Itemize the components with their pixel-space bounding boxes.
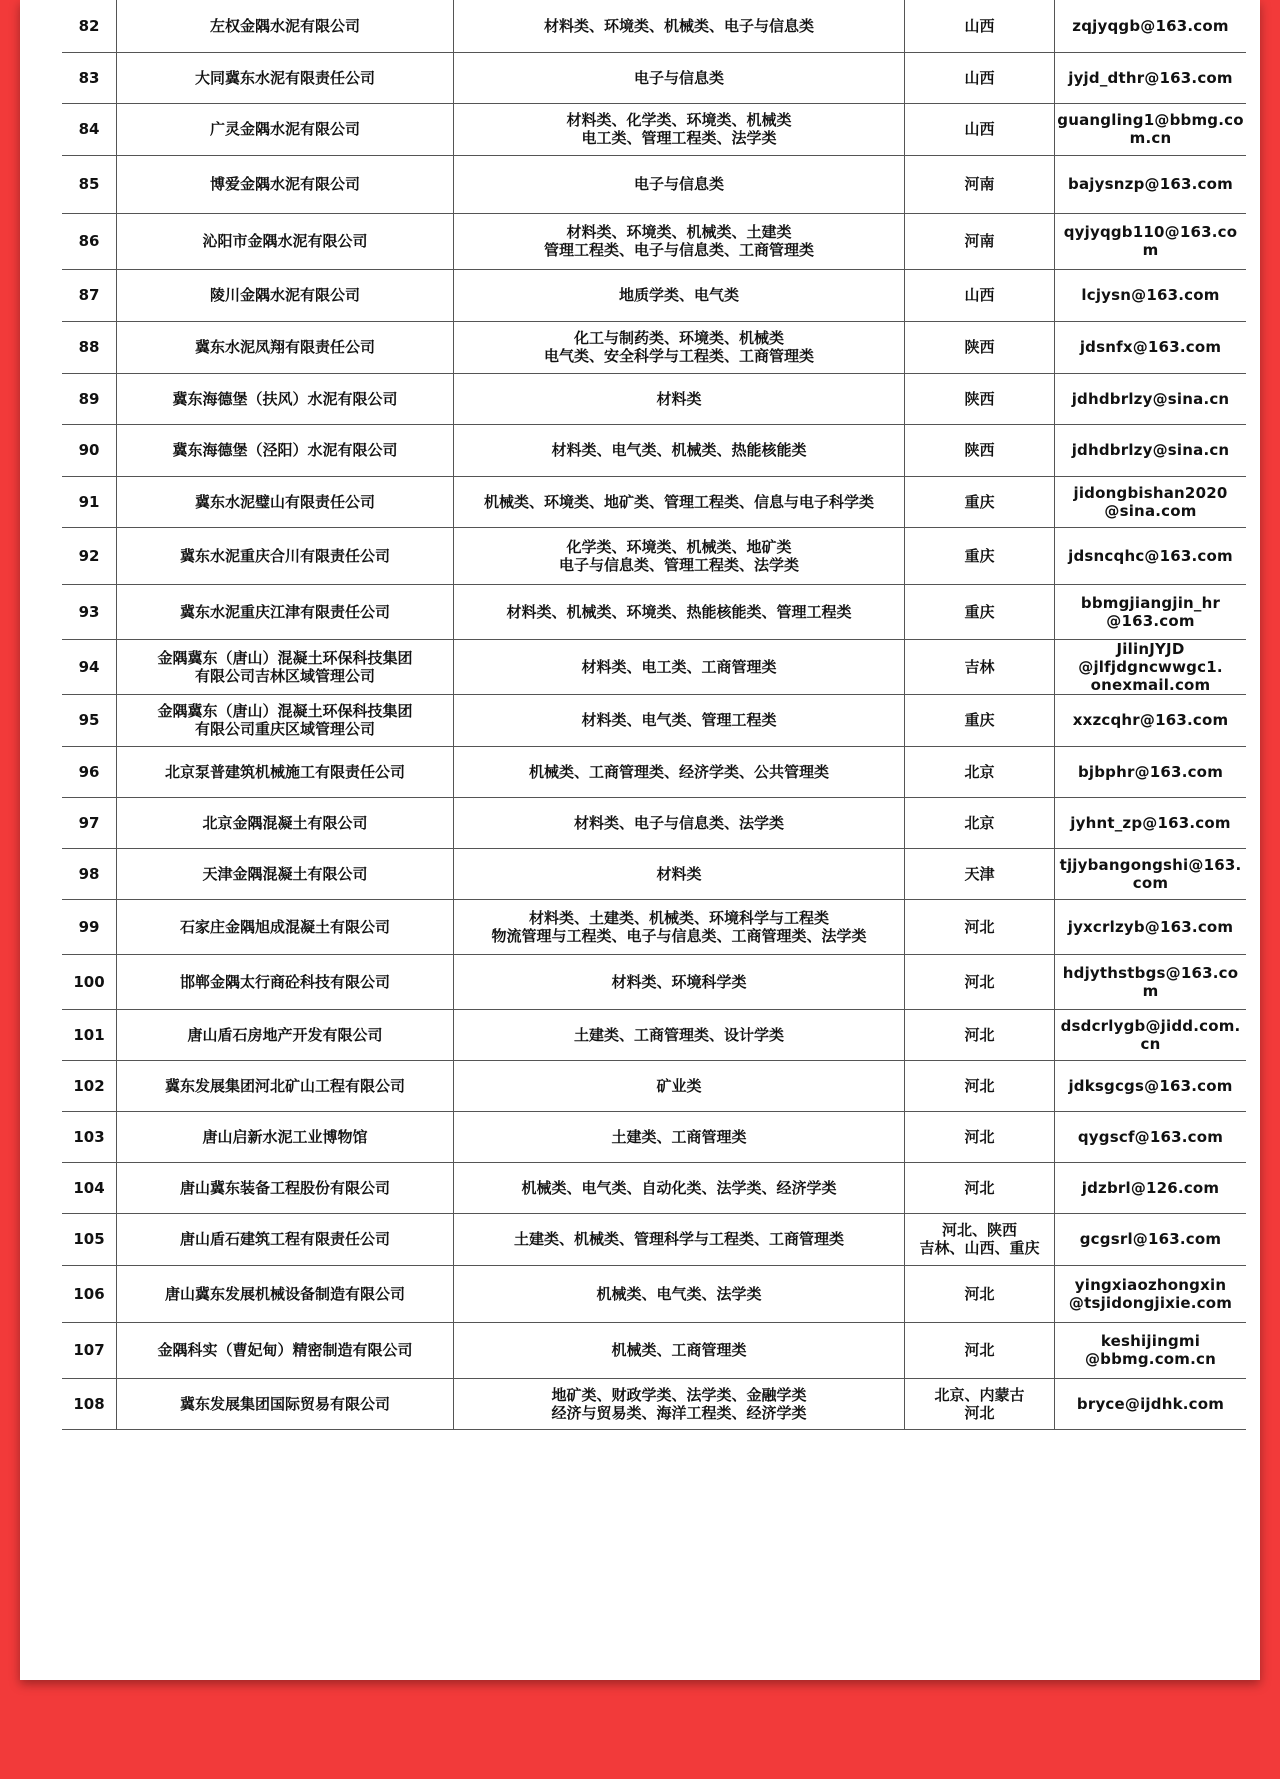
- table-row: [62, 476, 1246, 527]
- major-requirements: [454, 1060, 905, 1111]
- row-number: 93: [62, 584, 117, 639]
- major-requirements: [454, 476, 905, 527]
- major-requirements-line: 物流管理与工程类、电子与信息类、工商管理类、法学类: [491, 926, 867, 945]
- row-number: 83: [62, 52, 117, 103]
- work-location: [905, 424, 1055, 476]
- contact-email-line: jidongbishan2020: [1073, 483, 1228, 502]
- document-sheet: [20, 0, 1260, 1680]
- work-location: [905, 476, 1055, 527]
- contact-email-line: guangling1@bbmg.com.cn: [1057, 111, 1244, 147]
- company-name: [117, 1060, 454, 1111]
- row-number: 106: [62, 1265, 117, 1322]
- work-location-line: 河北: [964, 1403, 995, 1422]
- table-row: [62, 954, 1246, 1009]
- contact-email-line: jdksgcgs@163.com: [1068, 1076, 1233, 1095]
- company-name-line: 冀东水泥凤翔有限责任公司: [194, 338, 375, 356]
- contact-email: [1055, 1322, 1247, 1378]
- work-location-line: 山西: [964, 68, 995, 87]
- work-location: [905, 1213, 1055, 1265]
- major-requirements: [454, 52, 905, 103]
- contact-email: [1055, 527, 1247, 584]
- major-requirements: [454, 1265, 905, 1322]
- row-number: 107: [62, 1322, 117, 1378]
- work-location: [905, 155, 1055, 213]
- contact-email-line: jyjd_dthr@163.com: [1068, 68, 1233, 87]
- work-location-line: 北京、内蒙古: [934, 1385, 1025, 1404]
- table-row: [62, 52, 1246, 103]
- work-location-line: 河北: [964, 1284, 995, 1303]
- contact-email-line: jdhdbrlzy@sina.cn: [1071, 389, 1230, 408]
- work-location: [905, 584, 1055, 639]
- table-row: [62, 848, 1246, 899]
- table-row: [62, 0, 1246, 52]
- major-requirements: [454, 954, 905, 1009]
- contact-email: [1055, 1378, 1247, 1429]
- work-location-line: 山西: [964, 120, 995, 138]
- table-row: [62, 424, 1246, 476]
- major-requirements-line: 地矿类、财政学类、法学类、金融学类: [551, 1385, 807, 1404]
- contact-email: [1055, 954, 1247, 1009]
- major-requirements: [454, 0, 905, 52]
- company-name-line: 广灵金隅水泥有限公司: [209, 120, 360, 138]
- contact-email-line: yingxiaozhongxin: [1074, 1275, 1227, 1294]
- major-requirements: [454, 103, 905, 155]
- company-name-line: 有限公司吉林区域管理公司: [194, 666, 375, 685]
- table-row: [62, 1322, 1246, 1378]
- company-name-line: 唐山冀东装备工程股份有限公司: [179, 1178, 390, 1197]
- row-number: 105: [62, 1213, 117, 1265]
- company-name-line: 北京泵普建筑机械施工有限责任公司: [164, 762, 405, 781]
- company-name-line: 金隅科实（曹妃甸）精密制造有限公司: [157, 1341, 413, 1359]
- contact-email: [1055, 848, 1247, 899]
- contact-email-line: keshijingmi: [1100, 1332, 1201, 1350]
- table-row: [62, 155, 1246, 213]
- work-location-line: 陕西: [964, 441, 995, 459]
- major-requirements-line: 土建类、工商管理类、设计学类: [573, 1025, 784, 1044]
- contact-email-line: jdsnfx@163.com: [1079, 338, 1222, 356]
- company-name: [117, 1111, 454, 1162]
- work-location-line: 山西: [964, 16, 995, 35]
- company-name: [117, 424, 454, 476]
- major-requirements-line: 土建类、工商管理类: [611, 1127, 747, 1146]
- major-requirements-line: 材料类、电工类、工商管理类: [581, 657, 777, 676]
- company-name-line: 邯郸金隅太行商砼科技有限公司: [179, 972, 390, 991]
- company-name-line: 冀东海德堡（扶风）水泥有限公司: [172, 389, 398, 408]
- contact-email: [1055, 1060, 1247, 1111]
- contact-email-line: JilinJYJD: [1116, 639, 1185, 658]
- work-location: [905, 848, 1055, 899]
- company-name-line: 左权金隅水泥有限公司: [209, 16, 360, 35]
- contact-email: [1055, 694, 1247, 746]
- contact-email-line: @tsjidongjixie.com: [1068, 1293, 1233, 1312]
- major-requirements-line: 化工与制药类、环境类、机械类: [573, 329, 784, 347]
- contact-email: [1055, 584, 1247, 639]
- major-requirements: [454, 269, 905, 321]
- row-number: 95: [62, 694, 117, 746]
- work-location: [905, 694, 1055, 746]
- major-requirements-line: 材料类: [656, 864, 702, 883]
- major-requirements: [454, 1111, 905, 1162]
- contact-email: [1055, 1265, 1247, 1322]
- table-row: [62, 746, 1246, 797]
- major-requirements-line: 材料类、化学类、环境类、机械类: [566, 111, 792, 129]
- contact-email: [1055, 373, 1247, 424]
- company-name: [117, 1378, 454, 1429]
- work-location-line: 河北: [964, 1127, 995, 1146]
- work-location-line: 陕西: [964, 338, 995, 356]
- table-row: [62, 899, 1246, 954]
- company-name: [117, 584, 454, 639]
- work-location-line: 河北: [964, 1178, 995, 1197]
- contact-email: [1055, 1162, 1247, 1213]
- row-number: 99: [62, 899, 117, 954]
- major-requirements-line: 电子与信息类: [633, 175, 724, 193]
- contact-email-line: xxzcqhr@163.com: [1072, 711, 1229, 729]
- work-location: [905, 746, 1055, 797]
- major-requirements-line: 材料类、环境类、机械类、土建类: [566, 223, 792, 241]
- company-name-line: 唐山盾石建筑工程有限责任公司: [179, 1230, 390, 1248]
- company-name: [117, 1265, 454, 1322]
- work-location-line: 河北: [964, 1025, 995, 1044]
- table-row: [62, 527, 1246, 584]
- company-name-line: 沁阳市金隅水泥有限公司: [202, 232, 368, 250]
- work-location: [905, 269, 1055, 321]
- major-requirements-line: 管理工程类、电子与信息类、工商管理类: [543, 241, 814, 259]
- company-name: [117, 954, 454, 1009]
- major-requirements: [454, 1322, 905, 1378]
- major-requirements-line: 材料类: [656, 389, 702, 408]
- work-location: [905, 0, 1055, 52]
- work-location: [905, 1265, 1055, 1322]
- work-location: [905, 1378, 1055, 1429]
- major-requirements-line: 机械类、电气类、法学类: [596, 1284, 762, 1303]
- contact-email: [1055, 103, 1247, 155]
- company-name: [117, 746, 454, 797]
- major-requirements: [454, 1213, 905, 1265]
- major-requirements-line: 材料类、电气类、管理工程类: [581, 711, 777, 729]
- row-number: 97: [62, 797, 117, 848]
- major-requirements-line: 经济与贸易类、海洋工程类、经济学类: [551, 1403, 807, 1422]
- work-location: [905, 527, 1055, 584]
- major-requirements-line: 电子与信息类、管理工程类、法学类: [558, 555, 799, 574]
- work-location: [905, 1060, 1055, 1111]
- contact-email: [1055, 0, 1247, 52]
- company-name: [117, 797, 454, 848]
- company-name: [117, 1009, 454, 1060]
- row-number: 84: [62, 103, 117, 155]
- major-requirements: [454, 899, 905, 954]
- contact-email: [1055, 746, 1247, 797]
- company-name: [117, 848, 454, 899]
- company-name: [117, 321, 454, 373]
- contact-email-line: jdhdbrlzy@sina.cn: [1071, 441, 1230, 459]
- major-requirements: [454, 639, 905, 694]
- contact-email: [1055, 797, 1247, 848]
- company-name-line: 博爱金隅水泥有限公司: [209, 175, 360, 193]
- company-name-line: 石家庄金隅旭成混凝土有限公司: [179, 917, 390, 936]
- major-requirements-line: 材料类、电子与信息类、法学类: [573, 813, 784, 832]
- major-requirements: [454, 746, 905, 797]
- work-location-line: 天津: [964, 864, 995, 883]
- company-name-line: 北京金隅混凝土有限公司: [202, 813, 368, 832]
- company-name: [117, 373, 454, 424]
- contact-email-line: @163.com: [1106, 611, 1195, 630]
- company-name: [117, 476, 454, 527]
- contact-email-line: bjbphr@163.com: [1077, 762, 1224, 781]
- company-name-line: 冀东水泥璧山有限责任公司: [194, 492, 375, 511]
- company-name: [117, 1162, 454, 1213]
- row-number: 96: [62, 746, 117, 797]
- contact-email-line: jdzbrl@126.com: [1081, 1178, 1220, 1197]
- contact-email: [1055, 213, 1247, 269]
- work-location-line: 重庆: [964, 492, 995, 511]
- work-location-line: 河北: [964, 1341, 995, 1359]
- major-requirements: [454, 797, 905, 848]
- work-location: [905, 954, 1055, 1009]
- company-name-line: 陵川金隅水泥有限公司: [209, 286, 360, 304]
- row-number: 108: [62, 1378, 117, 1429]
- table-row: [62, 694, 1246, 746]
- major-requirements: [454, 694, 905, 746]
- company-name: [117, 269, 454, 321]
- company-name-line: 金隅冀东（唐山）混凝土环保科技集团: [157, 702, 413, 720]
- contact-email-line: bbmgjiangjin_hr: [1080, 593, 1221, 612]
- major-requirements: [454, 213, 905, 269]
- major-requirements: [454, 848, 905, 899]
- work-location: [905, 52, 1055, 103]
- company-name-line: 冀东水泥重庆合川有限责任公司: [179, 546, 390, 565]
- major-requirements-line: 电工类、管理工程类、法学类: [581, 129, 777, 147]
- major-requirements-line: 材料类、环境类、机械类、电子与信息类: [543, 16, 814, 35]
- contact-email: [1055, 476, 1247, 527]
- work-location: [905, 797, 1055, 848]
- table-row: [62, 1213, 1246, 1265]
- row-number: 88: [62, 321, 117, 373]
- major-requirements: [454, 155, 905, 213]
- company-name: [117, 1213, 454, 1265]
- row-number: 100: [62, 954, 117, 1009]
- major-requirements: [454, 424, 905, 476]
- row-number: 85: [62, 155, 117, 213]
- company-name: [117, 639, 454, 694]
- company-table: [62, 0, 1246, 1430]
- table-row: [62, 584, 1246, 639]
- contact-email-line: onexmail.com: [1090, 675, 1211, 694]
- work-location: [905, 899, 1055, 954]
- table-row: [62, 1060, 1246, 1111]
- row-number: 101: [62, 1009, 117, 1060]
- company-name-line: 冀东海德堡（泾阳）水泥有限公司: [172, 441, 398, 459]
- table-row: [62, 1265, 1246, 1322]
- work-location-line: 重庆: [964, 546, 995, 565]
- work-location: [905, 1111, 1055, 1162]
- major-requirements: [454, 373, 905, 424]
- table-row: [62, 1162, 1246, 1213]
- major-requirements: [454, 1162, 905, 1213]
- table-row: [62, 1378, 1246, 1429]
- contact-email-line: bryce@ijdhk.com: [1076, 1394, 1225, 1413]
- row-number: 102: [62, 1060, 117, 1111]
- major-requirements-line: 化学类、环境类、机械类、地矿类: [566, 537, 792, 556]
- company-name-line: 唐山盾石房地产开发有限公司: [187, 1025, 383, 1044]
- major-requirements-line: 机械类、工商管理类: [611, 1341, 747, 1359]
- work-location-line: 重庆: [964, 602, 995, 621]
- work-location: [905, 1322, 1055, 1378]
- company-name-line: 冀东发展集团河北矿山工程有限公司: [164, 1076, 405, 1095]
- major-requirements: [454, 527, 905, 584]
- contact-email: [1055, 155, 1247, 213]
- work-location-line: 北京: [964, 813, 995, 832]
- work-location-line: 吉林、山西、重庆: [919, 1239, 1040, 1257]
- work-location-line: 河南: [964, 232, 995, 250]
- contact-email-line: lcjysn@163.com: [1081, 286, 1220, 304]
- contact-email: [1055, 1009, 1247, 1060]
- major-requirements-line: 地质学类、电气类: [618, 286, 739, 304]
- table-row: [62, 269, 1246, 321]
- company-name: [117, 213, 454, 269]
- work-location-line: 河北: [964, 972, 995, 991]
- major-requirements: [454, 321, 905, 373]
- table-row: [62, 213, 1246, 269]
- contact-email-line: jdsncqhc@163.com: [1068, 546, 1233, 565]
- company-name-line: 唐山冀东发展机械设备制造有限公司: [164, 1284, 405, 1303]
- contact-email-line: tjjybangongshi@163.com: [1059, 855, 1242, 892]
- row-number: 104: [62, 1162, 117, 1213]
- company-name-line: 金隅冀东（唐山）混凝土环保科技集团: [157, 648, 413, 667]
- contact-email-line: @sina.com: [1104, 501, 1197, 520]
- company-name-line: 有限公司重庆区域管理公司: [194, 720, 375, 738]
- table-row: [62, 373, 1246, 424]
- company-name: [117, 527, 454, 584]
- work-location-line: 吉林: [964, 657, 995, 676]
- table-row: [62, 1009, 1246, 1060]
- row-number: 92: [62, 527, 117, 584]
- contact-email-line: jyhnt_zp@163.com: [1070, 813, 1231, 832]
- contact-email: [1055, 269, 1247, 321]
- work-location-line: 北京: [964, 762, 995, 781]
- row-number: 94: [62, 639, 117, 694]
- company-name: [117, 52, 454, 103]
- row-number: 87: [62, 269, 117, 321]
- work-location-line: 陕西: [964, 389, 995, 408]
- table-row: [62, 797, 1246, 848]
- contact-email: [1055, 1213, 1247, 1265]
- row-number: 91: [62, 476, 117, 527]
- major-requirements: [454, 584, 905, 639]
- contact-email-line: bajysnzp@163.com: [1068, 175, 1233, 193]
- major-requirements-line: 机械类、电气类、自动化类、法学类、经济学类: [521, 1178, 837, 1197]
- major-requirements: [454, 1009, 905, 1060]
- contact-email-line: zqjyqgb@163.com: [1072, 16, 1229, 35]
- major-requirements-line: 材料类、电气类、机械类、热能核能类: [551, 441, 807, 459]
- company-name-line: 天津金隅混凝土有限公司: [202, 864, 368, 883]
- table-row: [62, 321, 1246, 373]
- work-location-line: 山西: [964, 286, 995, 304]
- table-row: [62, 639, 1246, 694]
- company-name: [117, 103, 454, 155]
- major-requirements-line: 机械类、环境类、地矿类、管理工程类、信息与电子科学类: [483, 492, 874, 511]
- contact-email: [1055, 639, 1247, 694]
- major-requirements: [454, 1378, 905, 1429]
- work-location: [905, 373, 1055, 424]
- major-requirements-line: 电子与信息类: [633, 68, 724, 87]
- row-number: 89: [62, 373, 117, 424]
- company-name-line: 冀东发展集团国际贸易有限公司: [179, 1394, 390, 1413]
- company-name: [117, 1322, 454, 1378]
- row-number: 86: [62, 213, 117, 269]
- contact-email: [1055, 52, 1247, 103]
- company-name-line: 唐山启新水泥工业博物馆: [202, 1127, 368, 1146]
- contact-email-line: qyjyqgb110@163.com: [1063, 223, 1238, 259]
- row-number: 90: [62, 424, 117, 476]
- work-location-line: 重庆: [964, 711, 995, 729]
- work-location-line: 河北、陕西: [941, 1221, 1017, 1239]
- table-row: [62, 1111, 1246, 1162]
- contact-email: [1055, 424, 1247, 476]
- row-number: 98: [62, 848, 117, 899]
- contact-email-line: hdjythstbgs@163.com: [1062, 963, 1239, 1000]
- company-name-line: 大同冀东水泥有限责任公司: [194, 68, 375, 87]
- company-name: [117, 694, 454, 746]
- contact-email: [1055, 899, 1247, 954]
- major-requirements-line: 土建类、机械类、管理科学与工程类、工商管理类: [513, 1230, 844, 1248]
- table-row: [62, 103, 1246, 155]
- work-location-line: 河北: [964, 917, 995, 936]
- row-number: 82: [62, 0, 117, 52]
- major-requirements-line: 矿业类: [656, 1076, 702, 1095]
- company-name: [117, 899, 454, 954]
- work-location: [905, 639, 1055, 694]
- contact-email-line: qygscf@163.com: [1077, 1127, 1224, 1146]
- company-name: [117, 155, 454, 213]
- work-location: [905, 321, 1055, 373]
- company-name: [117, 0, 454, 52]
- contact-email: [1055, 1111, 1247, 1162]
- work-location: [905, 1009, 1055, 1060]
- work-location-line: 河南: [964, 175, 995, 193]
- company-name-line: 冀东水泥重庆江津有限责任公司: [179, 602, 390, 621]
- major-requirements-line: 机械类、工商管理类、经济学类、公共管理类: [528, 762, 829, 781]
- work-location-line: 河北: [964, 1076, 995, 1095]
- contact-email-line: jyxcrlzyb@163.com: [1067, 917, 1234, 936]
- contact-email-line: gcgsrl@163.com: [1079, 1230, 1222, 1248]
- contact-email-line: @jlfjdgncwwgc1.: [1078, 657, 1223, 676]
- major-requirements-line: 材料类、环境科学类: [611, 972, 747, 991]
- row-number: 103: [62, 1111, 117, 1162]
- work-location: [905, 213, 1055, 269]
- work-location: [905, 103, 1055, 155]
- major-requirements-line: 电气类、安全科学与工程类、工商管理类: [543, 347, 814, 365]
- contact-email-line: dsdcrlygb@jidd.com.cn: [1060, 1016, 1241, 1053]
- contact-email: [1055, 321, 1247, 373]
- major-requirements-line: 材料类、机械类、环境类、热能核能类、管理工程类: [506, 602, 852, 621]
- contact-email-line: @bbmg.com.cn: [1084, 1350, 1217, 1368]
- work-location: [905, 1162, 1055, 1213]
- company-table-body: [62, 0, 1246, 1429]
- major-requirements-line: 材料类、土建类、机械类、环境科学与工程类: [528, 908, 829, 927]
